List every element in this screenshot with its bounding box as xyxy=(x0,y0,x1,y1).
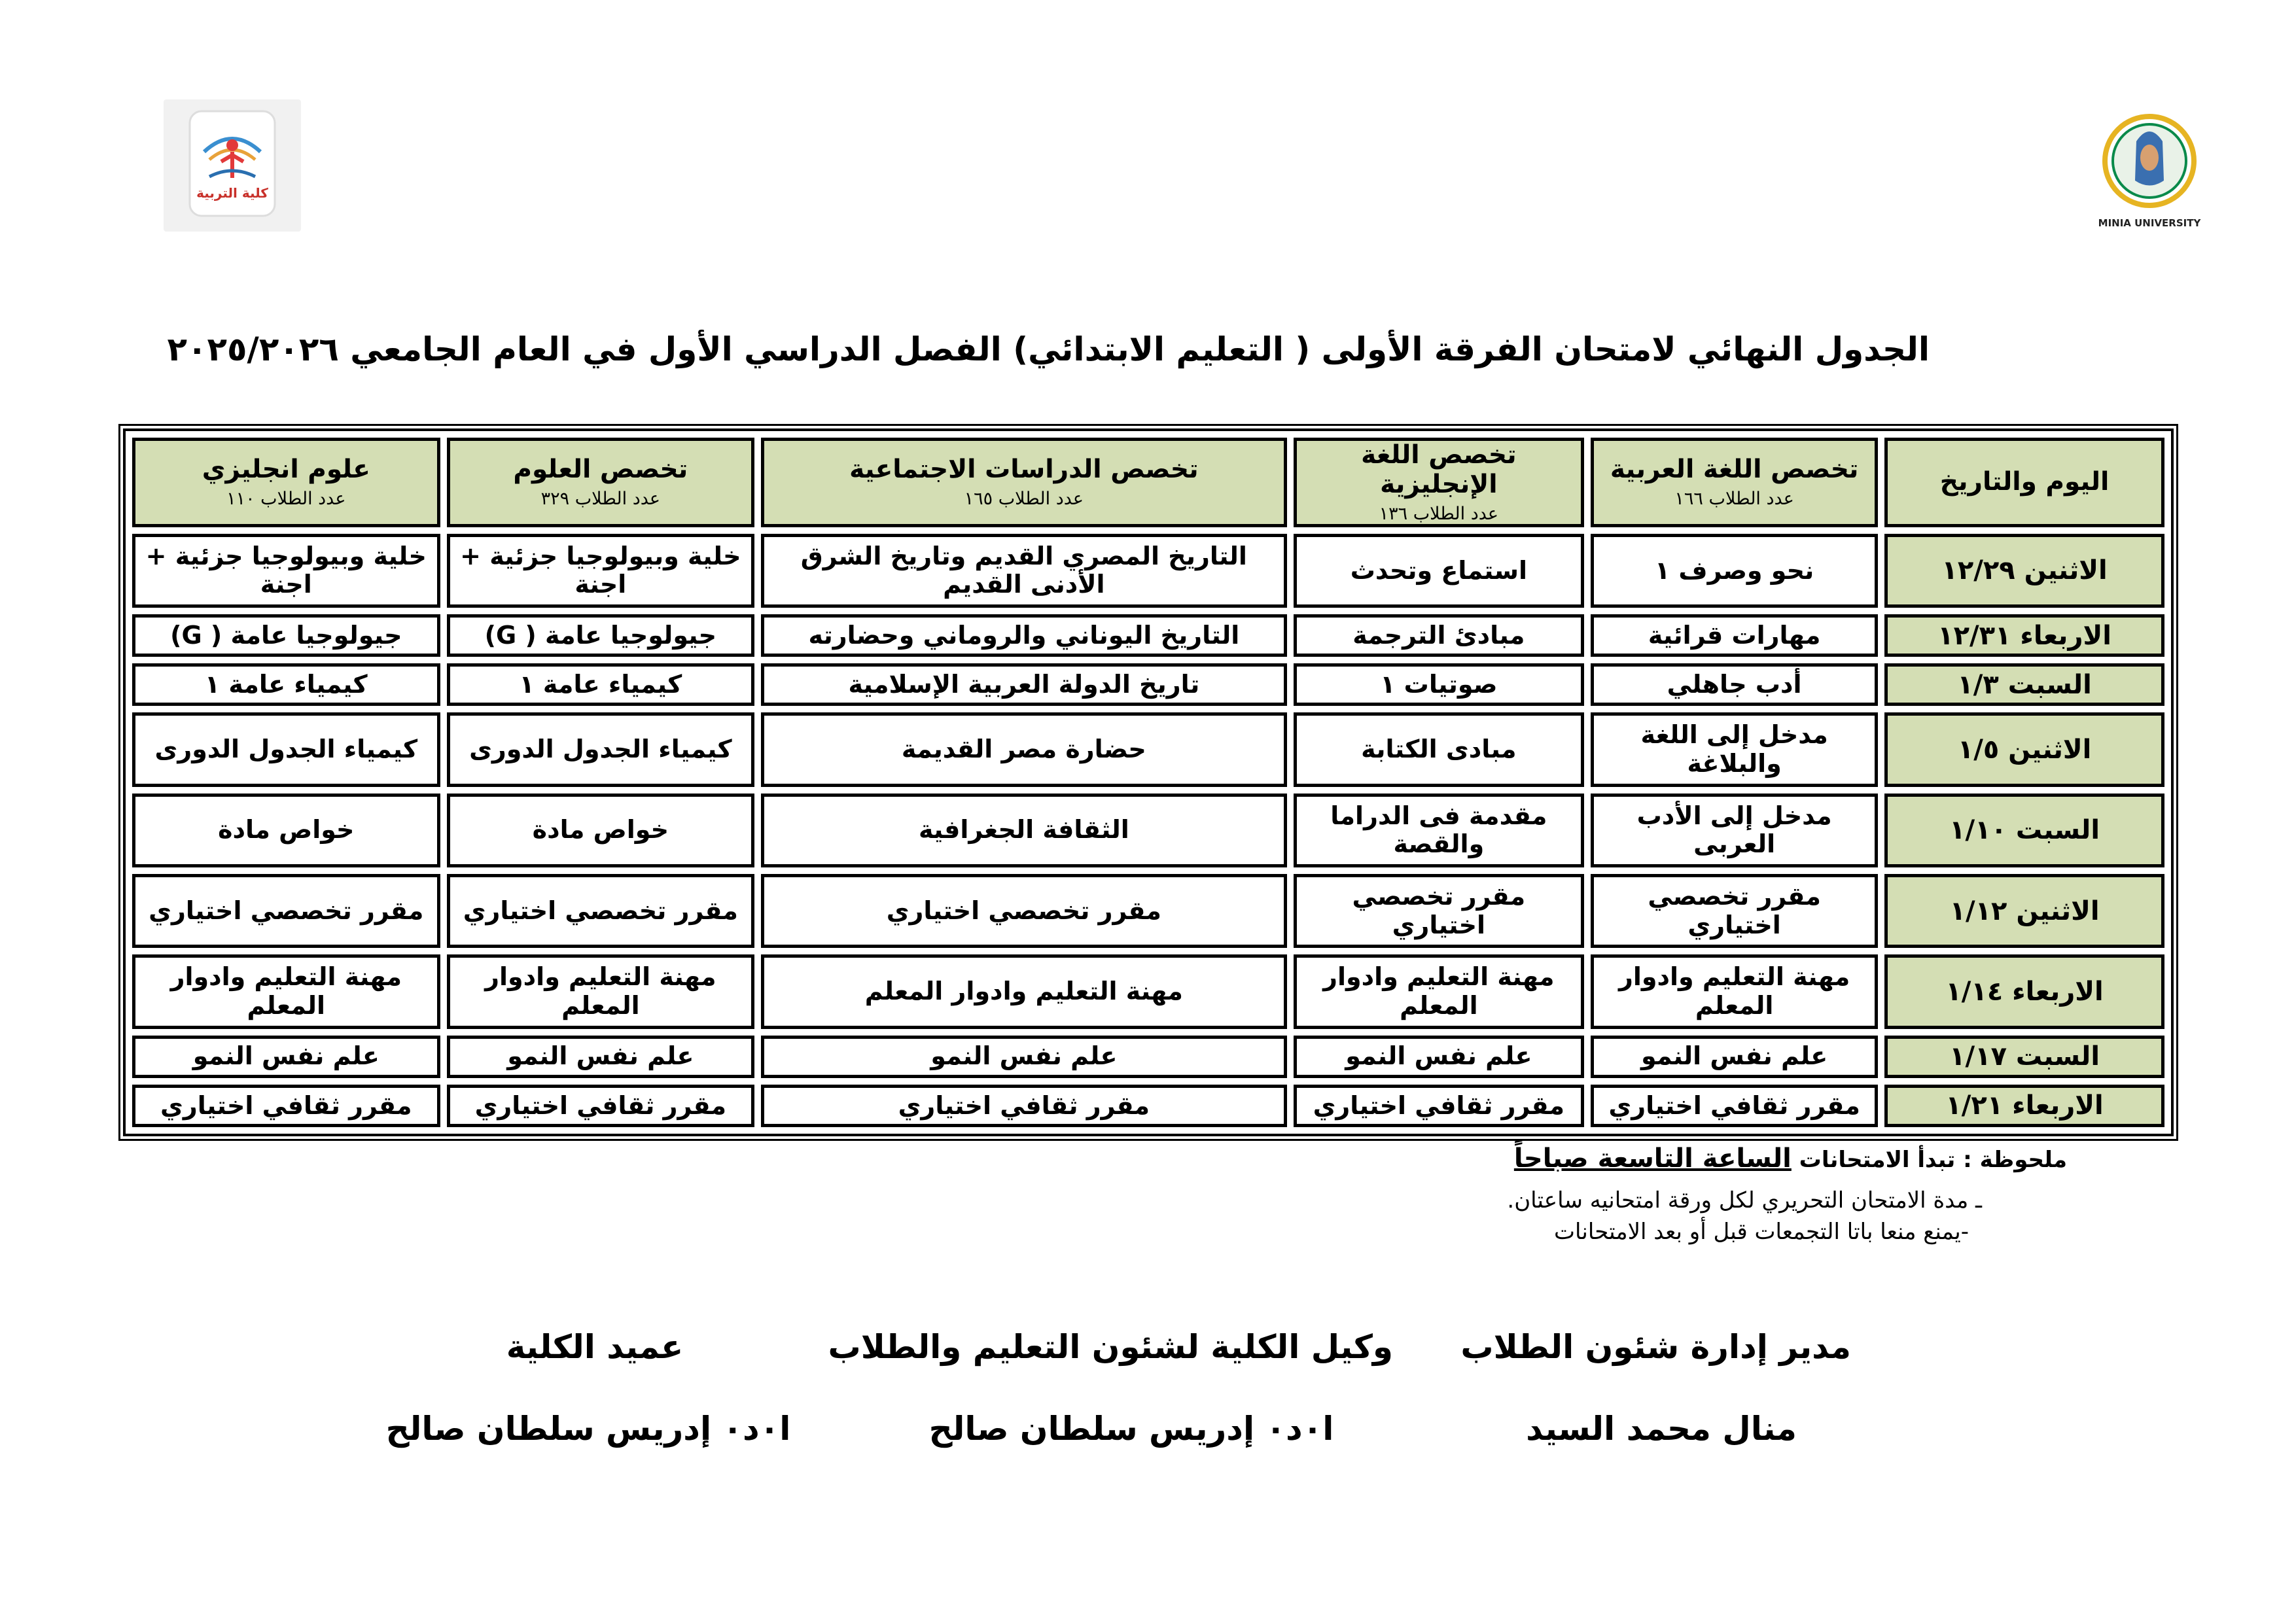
exam-subject-cell: علم نفس النمو xyxy=(1591,1036,1878,1078)
exam-subject-cell: الثقافة الجغرافية xyxy=(761,794,1286,867)
exam-subject-cell: كيمياء عامة ١ xyxy=(447,663,755,706)
column-header xyxy=(761,438,1286,527)
exam-schedule-table xyxy=(123,428,2174,1136)
student-count: عدد الطلاب ١٦٦ xyxy=(1674,489,1794,510)
exam-subject-cell: مقرر ثقافي اختياري xyxy=(132,1085,440,1127)
exam-subject-cell: التاريخ المصري القديم وتاريخ الشرق الأدنى القديم xyxy=(761,534,1286,608)
day-date-cell: الاربعاء ١٢/٣١ xyxy=(1884,614,2164,657)
exam-subject-cell: خلية وبيولوجيا جزئية + اجنة xyxy=(447,534,755,608)
signature-name-student-affairs: منال محمد السيد xyxy=(1526,1410,1797,1448)
exam-subject-cell: علم نفس النمو xyxy=(761,1036,1286,1078)
note-duration: ـ مدة الامتحان التحريري لكل ورقة امتحانيه ساعتان. xyxy=(1507,1187,1982,1213)
table-row xyxy=(132,1036,2164,1078)
day-date-cell: السبت ١/١٠ xyxy=(1884,794,2164,867)
exam-subject-cell: خلية وبيولوجيا جزئية + اجنة xyxy=(132,534,440,608)
exam-subject-cell: مهنة التعليم وادوار المعلم xyxy=(132,954,440,1028)
faculty-logo xyxy=(164,99,301,232)
day-date-cell: الاثنين ١٢/٢٩ xyxy=(1884,534,2164,608)
exam-subject-cell: مقرر ثقافي اختياري xyxy=(1294,1085,1585,1127)
day-date-cell: الاربعاء ١/٢١ xyxy=(1884,1085,2164,1127)
exam-subject-cell: علم نفس النمو xyxy=(447,1036,755,1078)
faculty-logo-text: كلية التربية xyxy=(196,185,268,201)
exam-subject-cell: خواص مادة xyxy=(447,794,755,867)
column-header xyxy=(132,438,440,527)
day-date-cell: الاثنين ١/٥ xyxy=(1884,712,2164,786)
exam-subject-cell: جيولوجيا عامة ( G) xyxy=(447,614,755,657)
column-name: تخصص اللغة العربية xyxy=(1610,455,1859,485)
exam-subject-cell: مهنة التعليم وادوار المعلم xyxy=(761,954,1286,1028)
exam-subject-cell: مقرر تخصصي اختياري xyxy=(447,874,755,948)
note-time: الساعة التاسعة صباحاً xyxy=(1513,1143,1792,1174)
exam-subject-cell: كيمياء عامة ١ xyxy=(132,663,440,706)
note-no-gathering: -يمنع منعا باتا التجمعات قبل أو بعد الامتحانات xyxy=(1554,1219,1969,1245)
column-header xyxy=(1294,438,1585,527)
exam-subject-cell: علم نفس النمو xyxy=(132,1036,440,1078)
exam-subject-cell: حضارة مصر القديمة xyxy=(761,712,1286,786)
day-date-cell: الاثنين ١/١٢ xyxy=(1884,874,2164,948)
exam-subject-cell: كيمياء الجدول الدورى xyxy=(132,712,440,786)
exam-subject-cell: مهنة التعليم وادوار المعلم xyxy=(447,954,755,1028)
column-header xyxy=(1591,438,1878,527)
day-date-cell: الاربعاء ١/١٤ xyxy=(1884,954,2164,1028)
day-date-cell: السبت ١/١٧ xyxy=(1884,1036,2164,1078)
university-logo xyxy=(2091,109,2208,239)
table-row xyxy=(132,794,2164,867)
exam-subject-cell: مقرر ثقافي اختياري xyxy=(1591,1085,1878,1127)
exam-subject-cell: صوتيات ١ xyxy=(1294,663,1585,706)
exam-subject-cell: جيولوجيا عامة ( G) xyxy=(132,614,440,657)
university-logo-text: MINIA UNIVERSITY xyxy=(2098,217,2201,229)
column-header xyxy=(447,438,755,527)
exam-subject-cell: مقرر تخصصي اختياري xyxy=(1591,874,1878,948)
exam-subject-cell: تاريخ الدولة العربية الإسلامية xyxy=(761,663,1286,706)
table-row xyxy=(132,534,2164,608)
exam-subject-cell: أدب جاهلي xyxy=(1591,663,1878,706)
signature-role-dean: عميد الكلية xyxy=(506,1328,684,1366)
exam-subject-cell: مقدمة فى الدراما والقصة xyxy=(1294,794,1585,867)
exam-subject-cell: مهارات قرائية xyxy=(1591,614,1878,657)
exam-subject-cell: مقرر ثقافي اختياري xyxy=(447,1085,755,1127)
column-name: تخصص الدراسات الاجتماعية xyxy=(849,455,1199,485)
table-row xyxy=(132,954,2164,1028)
exam-subject-cell: خواص مادة xyxy=(132,794,440,867)
student-count: عدد الطلاب ١١٠ xyxy=(226,489,346,510)
exam-subject-cell: استماع وتحدث xyxy=(1294,534,1585,608)
exam-subject-cell: مقرر تخصصي اختياري xyxy=(132,874,440,948)
exam-subject-cell: التاريخ اليوناني والروماني وحضارته xyxy=(761,614,1286,657)
exam-subject-cell: مهنة التعليم وادوار المعلم xyxy=(1294,954,1585,1028)
student-count: عدد الطلاب ٣٢٩ xyxy=(540,489,661,510)
exam-subject-cell: مبادى الكتابة xyxy=(1294,712,1585,786)
column-name: تخصص اللغة الإنجليزية xyxy=(1361,440,1517,499)
exam-subject-cell: كيمياء الجدول الدورى xyxy=(447,712,755,786)
exam-subject-cell: مقرر تخصصي اختياري xyxy=(761,874,1286,948)
exam-subject-cell: مدخل إلى اللغة والبلاغة xyxy=(1591,712,1878,786)
exam-subject-cell: مقرر ثقافي اختياري xyxy=(761,1085,1286,1127)
student-count: عدد الطلاب ١٣٦ xyxy=(1379,503,1499,524)
signature-name-vice-dean: ا٠د٠ إدريس سلطان صالح xyxy=(928,1410,1334,1448)
signature-role-vice-dean: وكيل الكلية لشئون التعليم والطلاب xyxy=(828,1328,1393,1366)
note-start-time xyxy=(1514,1143,2067,1174)
exam-subject-cell: علم نفس النمو xyxy=(1294,1036,1585,1078)
exam-subject-cell: مقرر تخصصي اختياري xyxy=(1294,874,1585,948)
table-header-row xyxy=(132,438,2164,527)
exam-subject-cell: نحو وصرف ١ xyxy=(1591,534,1878,608)
day-date-header: اليوم والتاريخ xyxy=(1884,438,2164,527)
table-row xyxy=(132,712,2164,786)
exam-subject-cell: مدخل إلى الأدب العربى xyxy=(1591,794,1878,867)
table-row xyxy=(132,663,2164,706)
exam-subject-cell: مهنة التعليم وادوار المعلم xyxy=(1591,954,1878,1028)
table-row xyxy=(132,1085,2164,1127)
student-count: عدد الطلاب ١٦٥ xyxy=(964,489,1084,510)
day-date-cell: السبت ١/٣ xyxy=(1884,663,2164,706)
exam-subject-cell: مبادئ الترجمة xyxy=(1294,614,1585,657)
signature-role-student-affairs: مدير إدارة شئون الطلاب xyxy=(1460,1328,1851,1366)
table-row xyxy=(132,874,2164,948)
page-title: الجدول النهائي لامتحان الفرقة الأولى ( التعليم الابتدائي) الفصل الدراسي الأول في العام الجامعي ٢٠٢٥/٢٠٢٦ xyxy=(167,330,1930,368)
column-name: علوم انجليزي xyxy=(202,455,370,485)
table-row xyxy=(132,614,2164,657)
note-prefix: ملحوظة : تبدأ الامتحانات xyxy=(1791,1147,2067,1173)
column-name: تخصص العلوم xyxy=(513,455,688,485)
signature-name-dean: ا٠د٠ إدريس سلطان صالح xyxy=(385,1410,791,1448)
